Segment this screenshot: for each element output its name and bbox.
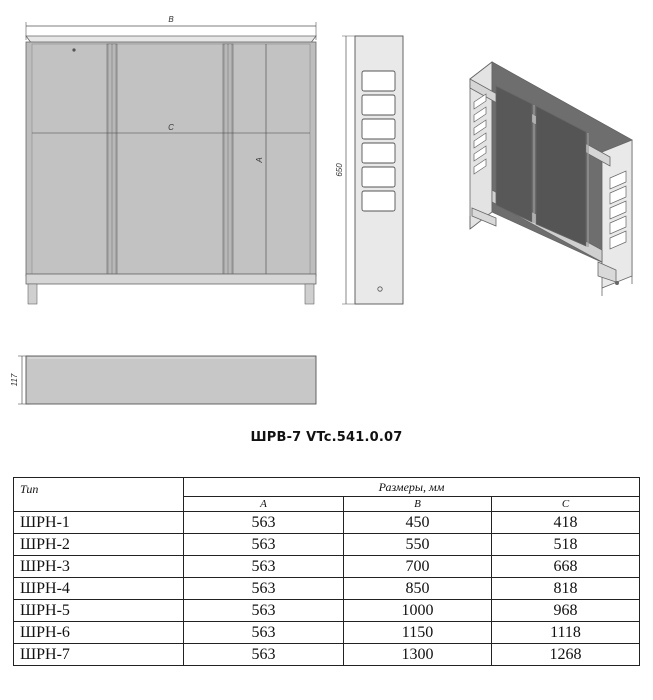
column-header-c: C <box>492 497 640 512</box>
value-a-cell: 563 <box>184 556 344 578</box>
type-cell: ШРН-7 <box>14 644 184 666</box>
value-c-cell: 1118 <box>492 622 640 644</box>
value-a-cell: 563 <box>184 534 344 556</box>
dimensions-header: Размеры, мм <box>184 478 640 497</box>
dim-height-label: A <box>255 157 264 163</box>
value-a-cell: 563 <box>184 578 344 600</box>
type-cell: ШРН-2 <box>14 534 184 556</box>
table-row <box>14 578 640 600</box>
type-header: Тип <box>14 478 184 512</box>
value-b-cell: 700 <box>344 556 492 578</box>
value-c-cell: 818 <box>492 578 640 600</box>
column-header-a: A <box>184 497 344 512</box>
value-b-cell: 850 <box>344 578 492 600</box>
dimensions-table <box>13 477 640 666</box>
table-row <box>14 556 640 578</box>
dim-inner-label: C <box>168 123 174 132</box>
value-b-cell: 450 <box>344 512 492 534</box>
value-a-cell: 563 <box>184 622 344 644</box>
type-cell: ШРН-6 <box>14 622 184 644</box>
table-row <box>14 622 640 644</box>
isometric-view <box>470 62 632 296</box>
value-b-cell: 1150 <box>344 622 492 644</box>
column-header-b: B <box>344 497 492 512</box>
table-row <box>14 600 640 622</box>
value-a-cell: 563 <box>184 600 344 622</box>
value-a-cell: 563 <box>184 644 344 666</box>
type-cell: ШРН-4 <box>14 578 184 600</box>
value-c-cell: 1268 <box>492 644 640 666</box>
type-cell: ШРН-1 <box>14 512 184 534</box>
dim-side-label: 650 <box>335 163 344 177</box>
dim-depth-label: 117 <box>10 373 19 387</box>
front-view <box>26 15 316 304</box>
drawing-title: ШРВ-7 VTc.541.0.07 <box>250 430 403 445</box>
table-row <box>14 512 640 534</box>
value-c-cell: 418 <box>492 512 640 534</box>
value-c-cell: 968 <box>492 600 640 622</box>
value-c-cell: 518 <box>492 534 640 556</box>
table-row <box>14 644 640 666</box>
type-cell: ШРН-5 <box>14 600 184 622</box>
top-view <box>10 356 316 404</box>
type-cell: ШРН-3 <box>14 556 184 578</box>
value-b-cell: 550 <box>344 534 492 556</box>
side-view <box>335 36 403 304</box>
table-row <box>14 534 640 556</box>
dim-width-label: B <box>168 15 174 24</box>
value-a-cell: 563 <box>184 512 344 534</box>
value-b-cell: 1000 <box>344 600 492 622</box>
value-c-cell: 668 <box>492 556 640 578</box>
value-b-cell: 1300 <box>344 644 492 666</box>
